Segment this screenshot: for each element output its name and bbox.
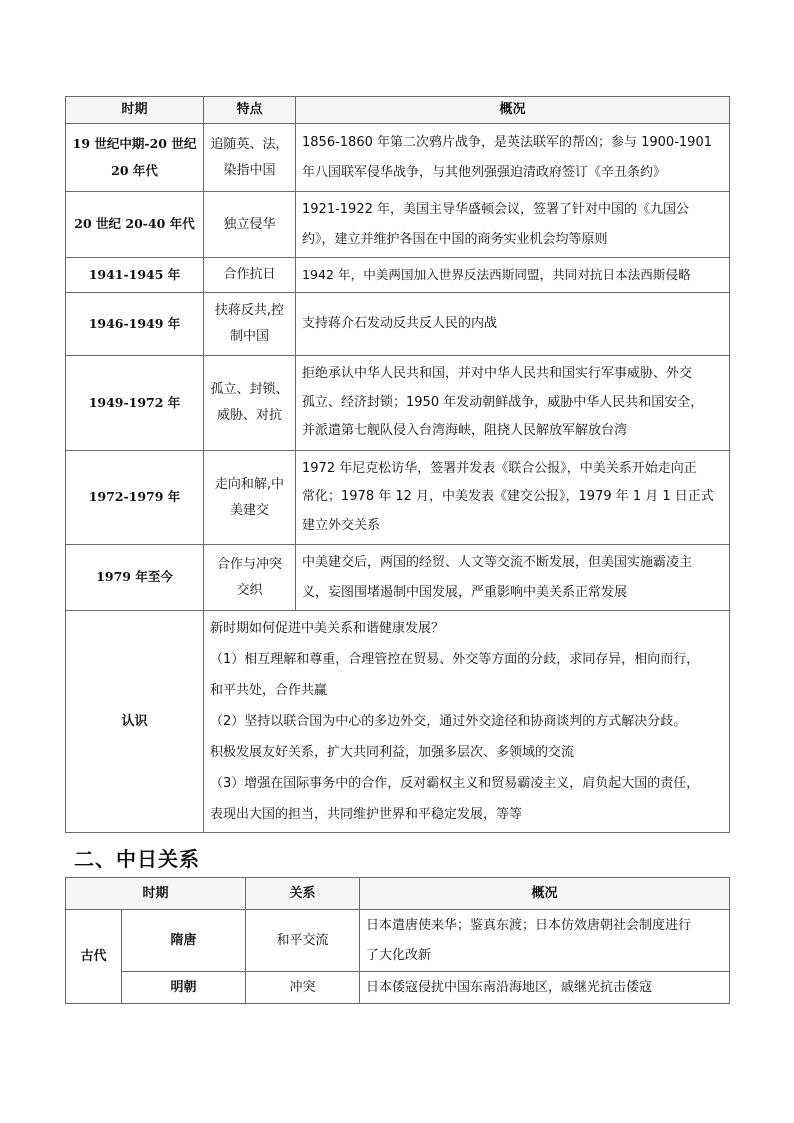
period-cell: 1979 年至今	[66, 545, 204, 611]
us-china-relations-table	[65, 96, 730, 833]
table-row	[66, 972, 730, 1004]
acknowledgement-row	[66, 611, 730, 833]
overview-cell: 中美建交后，两国的经贸、人文等交流不断发展，但美国实施霸凌主 义，妄图围堵遏制中国发展，严重影响中美关系正常发展	[296, 545, 730, 611]
dynasty-cell: 隋唐	[122, 910, 246, 972]
relation-cell: 冲突	[246, 972, 360, 1004]
acknowledgement-label: 认识	[66, 611, 204, 833]
period-cell: 20 世纪 20-40 年代	[66, 192, 204, 258]
table-row	[66, 451, 730, 545]
table-row	[66, 293, 730, 356]
feature-cell: 独立侵华	[204, 192, 296, 258]
overview-cell: 日本倭寇侵扰中国东南沿海地区，戚继光抗击倭寇	[360, 972, 730, 1004]
overview-cell: 1856-1860 年第二次鸦片战争，是英法联军的帮凶；参与 1900-1901 年八国联军侵华战争，与其他列强强迫清政府签订《辛丑条约》	[296, 124, 730, 192]
relation-cell: 和平交流	[246, 910, 360, 972]
feature-cell: 合作抗日	[204, 258, 296, 293]
table-header-row	[66, 97, 730, 124]
acknowledgement-body: 新时期如何促进中美关系和谐健康发展？ （1）相互理解和尊重，合理管控在贸易、外交等方面的分歧，求同存异，相向而行， 和平共处，合作共赢 （2）坚持以联合国为中心的多边外交，通过外交途径和协商谈判的方式解决分歧。 积极发展友好关系，扩大共同利益，加强多层次、多领域的交流 （3）增强在国际事务中的合作，反对霸权主义和贸易霸凌主义，肩负起大国的责任， 表现出大国的担当，共同维护世界和平稳定发展，等等	[204, 611, 730, 833]
feature-cell: 合作与冲突 交织	[204, 545, 296, 611]
header-feature: 特点	[204, 97, 296, 124]
overview-cell: 1972 年尼克松访华，签署并发表《联合公报》，中美关系开始走向正 常化；1978 年 12 月，中美发表《建交公报》，1979 年 1 月 1 日正式 建立外交关系	[296, 451, 730, 545]
china-japan-relations-table	[65, 877, 730, 1004]
overview-cell: 支持蒋介石发动反共反人民的内战	[296, 293, 730, 356]
table-header-row	[66, 878, 730, 910]
period-cell: 1941-1945 年	[66, 258, 204, 293]
header-overview: 概况	[360, 878, 730, 910]
period-cell: 1949-1972 年	[66, 356, 204, 451]
feature-cell: 追随英、法， 染指中国	[204, 124, 296, 192]
period-cell: 19 世纪中期-20 世纪 20 年代	[66, 124, 204, 192]
header-period: 时期	[66, 878, 246, 910]
period-cell: 1972-1979 年	[66, 451, 204, 545]
feature-cell: 走向和解,中 美建交	[204, 451, 296, 545]
feature-cell: 孤立、封锁、 威胁、对抗	[204, 356, 296, 451]
header-overview: 概况	[296, 97, 730, 124]
table-row	[66, 356, 730, 451]
table-row	[66, 258, 730, 293]
table-row	[66, 192, 730, 258]
period-cell: 1946-1949 年	[66, 293, 204, 356]
feature-cell: 扶蒋反共,控 制中国	[204, 293, 296, 356]
header-relation: 关系	[246, 878, 360, 910]
section-heading: 二、中日关系	[74, 847, 200, 871]
overview-cell: 1942 年，中美两国加入世界反法西斯同盟，共同对抗日本法西斯侵略	[296, 258, 730, 293]
header-period: 时期	[66, 97, 204, 124]
table-row	[66, 124, 730, 192]
table-row	[66, 545, 730, 611]
overview-cell: 1921-1922 年，美国主导华盛顿会议，签署了针对中国的《九国公 约》，建立并维护各国在中国的商务实业机会均等原则	[296, 192, 730, 258]
table-row	[66, 910, 730, 972]
era-cell: 古代	[66, 910, 122, 1004]
overview-cell: 拒绝承认中华人民共和国，并对中华人民共和国实行军事威胁、外交 孤立、经济封锁；1950 年发动朝鲜战争，威胁中华人民共和国安全， 并派遣第七舰队侵入台湾海峡，阻挠人民解放军解放台湾	[296, 356, 730, 451]
dynasty-cell: 明朝	[122, 972, 246, 1004]
overview-cell: 日本遣唐使来华；鉴真东渡；日本仿效唐朝社会制度进行 了大化改新	[360, 910, 730, 972]
